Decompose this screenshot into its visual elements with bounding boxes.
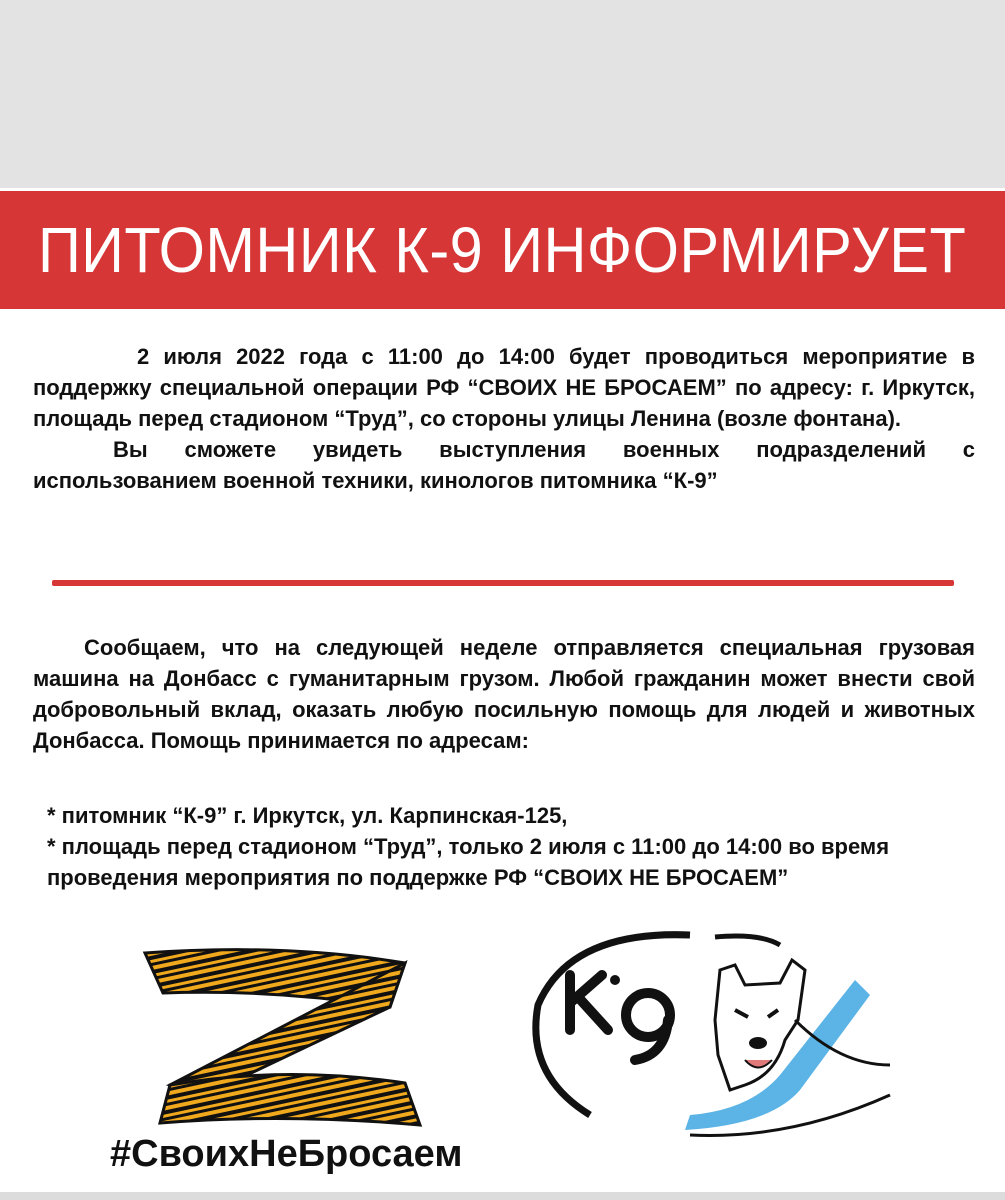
- k9-logo-text: K-9: [531, 926, 533, 927]
- event-notice: [33, 341, 975, 496]
- k9-logo: [530, 925, 930, 1155]
- aid-addresses: [33, 800, 975, 893]
- bottom-gray-area: [0, 1192, 1005, 1200]
- aid-notice: [33, 632, 975, 756]
- event-notice-paragraph-2: Вы сможете увидеть выступления военных подразделений с использованием военной техники, кинологов питомника “К-9”: [33, 437, 975, 493]
- top-gray-area: [0, 0, 1005, 188]
- red-divider: [52, 580, 954, 586]
- event-notice-paragraph-1: 2 июля 2022 года с 11:00 до 14:00 будет проводиться мероприятие в поддержку специальной операции РФ “СВОИХ НЕ БРОСАЕМ” по адресу: г. Иркутск, площадь перед стадионом “Труд”, со стороны улицы Ленина (возле фонтана).: [33, 344, 975, 431]
- address-item-1: * питомник “К-9” г. Иркутск, ул. Карпинская-125,: [47, 803, 568, 828]
- z-ribbon-logo: [135, 945, 435, 1130]
- address-item-2: * площадь перед стадионом “Труд”, только 2 июля с 11:00 до 14:00 во время проведения мероприятия по поддержке РФ “СВОИХ НЕ БРОСАЕМ”: [47, 834, 890, 890]
- hashtag-text: #СвоихНеБросаем: [110, 1133, 463, 1175]
- header-banner: [0, 191, 1005, 309]
- banner-title: ПИТОМНИК К-9 ИНФОРМИРУЕТ: [38, 214, 967, 286]
- text-fade-overlay: [30, 536, 975, 554]
- aid-notice-intro: Сообщаем, что на следующей неделе отправляется специальная грузовая машина на Донбасс с гуманитарным грузом. Любой гражданин может внести свой добровольный вклад, оказать любую посильную помощь для людей и животных Донбасса. Помощь принимается по адресам:: [33, 635, 975, 753]
